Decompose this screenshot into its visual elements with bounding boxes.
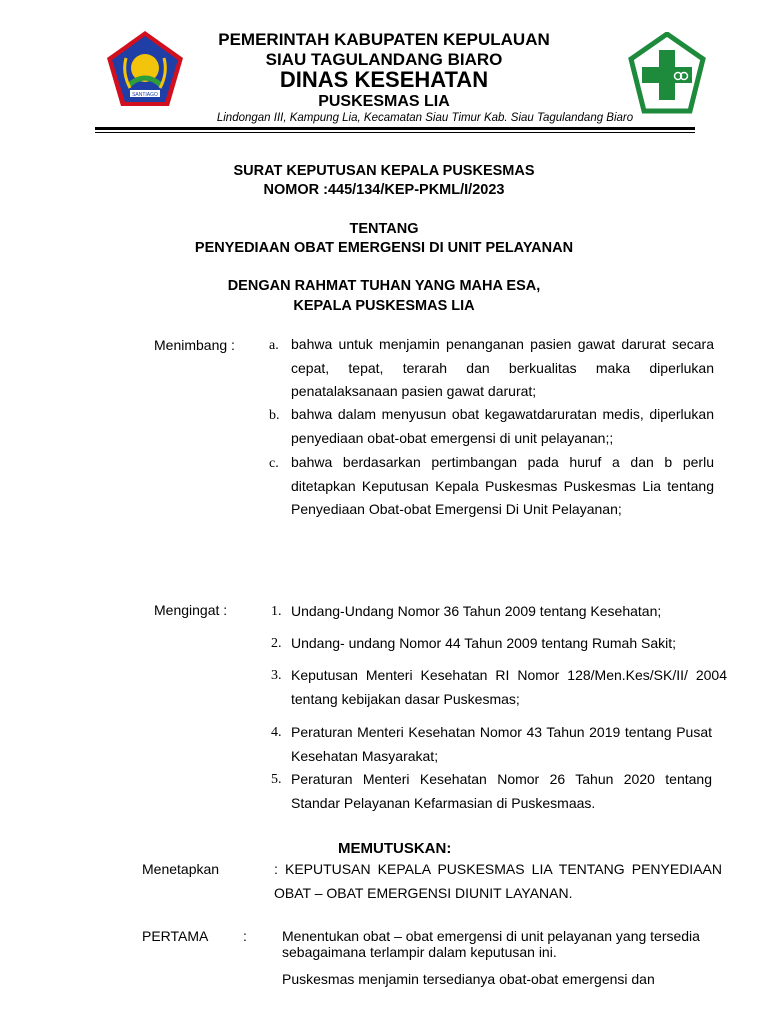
menimbang-marker-a: a. — [269, 338, 279, 353]
mengingat-label: Mengingat : — [154, 602, 228, 618]
menimbang-marker-b: b. — [269, 408, 280, 423]
menimbang-item-a: bahwa untuk menjamin penanganan pasien gawat darurat secara cepat, tepat, terarah dan berkualitas maka diperlukan penatalaksanaan pasien gawat darurat; — [291, 336, 714, 399]
letterhead-rule-thin — [95, 132, 695, 133]
grace-line-1: DENGAN RAHMAT TUHAN YANG MAHA ESA, — [227, 278, 541, 294]
mengingat-marker-1: 1. — [271, 604, 282, 619]
emblem-motto: SANTIAGO — [132, 92, 158, 98]
menimbang-marker-c: c. — [269, 456, 279, 471]
mengingat-marker-3: 3. — [271, 668, 282, 683]
menimbang-item-c: bahwa berdasarkan pertimbangan pada huruf a dan b perlu ditetapkan Keputusan Kepala Puskesmas Puskesmas Lia tentang Penyediaan Obat-obat Emergensi Di Unit Pelayanan; — [291, 454, 714, 517]
mengingat-item-4: Peraturan Menteri Kesehatan Nomor 43 Tahun 2019 tentang Pusat Kesehatan Masyarakat; — [291, 724, 712, 764]
header-line-3: DINAS KESEHATAN — [279, 67, 489, 92]
mengingat-item-1: Undang-Undang Nomor 36 Tahun 2009 tentang Kesehatan; — [291, 603, 662, 619]
mengingat-marker-4: 4. — [271, 725, 282, 740]
header-line-2: SIAU TAGULANDANG BIARO — [265, 50, 503, 69]
header-address: Lindongan III, Kampung Lia, Kecamatan Siau Timur Kab. Siau Tagulandang Biaro — [216, 112, 634, 124]
header-line-1: PEMERINTAH KABUPATEN KEPULAUAN — [218, 30, 550, 49]
mengingat-item-3: Keputusan Menteri Kesehatan RI Nomor 128/Men.Kes/SK/II/ 2004 tentang kebijakan dasar Puskesmas; — [291, 667, 727, 707]
grace-line-2: KEPALA PUSKESMAS LIA — [293, 298, 475, 314]
menimbang-item-b: bahwa dalam menyusun obat kegawatdaruratan medis, diperlukan penyediaan obat-obat emergensi di unit pelayanan;; — [291, 406, 714, 446]
header-line-4: PUSKESMAS LIA — [318, 93, 450, 110]
menetapkan-label: Menetapkan — [142, 861, 220, 877]
letterhead-rule-thick — [95, 127, 695, 130]
decree-title: SURAT KEPUTUSAN KEPALA PUSKESMAS — [233, 163, 535, 179]
decree-number: NOMOR :445/134/KEP-PKML/I/2023 — [263, 182, 505, 198]
pertama-text-continued: Puskesmas menjamin tersedianya obat-obat emergensi dan — [282, 971, 655, 987]
decree-subject: PENYEDIAAN OBAT EMERGENSI DI UNIT PELAYANAN — [194, 240, 574, 256]
menetapkan-text: : KEPUTUSAN KEPALA PUSKESMAS LIA TENTANG PENYEDIAAN OBAT – OBAT EMERGENSI DIUNIT LAYANAN. — [274, 861, 722, 901]
menimbang-label: Menimbang : — [154, 337, 235, 353]
mengingat-item-2: Undang- undang Nomor 44 Tahun 2009 tentang Rumah Sakit; — [291, 635, 677, 651]
mengingat-item-5: Peraturan Menteri Kesehatan Nomor 26 Tahun 2020 tentang Standar Pelayanan Kefarmasian di Puskesmaas. — [291, 771, 712, 811]
pertama-colon: : — [243, 928, 247, 944]
pertama-label: PERTAMA — [142, 928, 209, 944]
mengingat-marker-2: 2. — [271, 636, 282, 651]
pertama-text: Menentukan obat – obat emergensi di unit pelayanan yang tersedia sebagaimana terlampir dalam keputusan ini. — [282, 928, 700, 960]
memutuskan-heading: MEMUTUSKAN: — [338, 840, 452, 857]
mengingat-marker-5: 5. — [271, 772, 282, 787]
decree-about: TENTANG — [349, 221, 419, 237]
